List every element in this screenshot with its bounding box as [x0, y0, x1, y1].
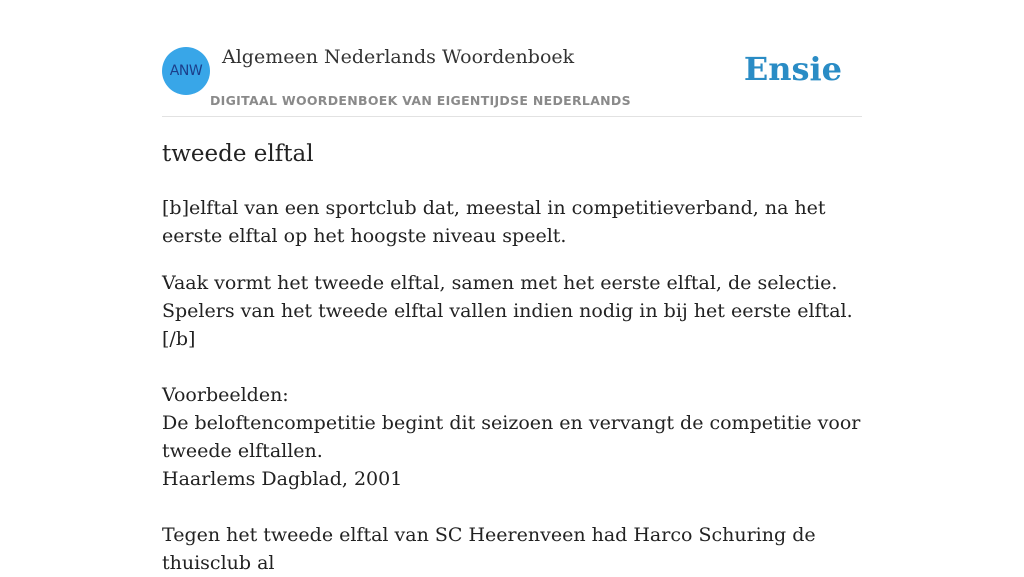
- entry-definition: [b]elftal van een sportclub dat, meestal in competitieverband, na het eerste elftal op het hoogste niveau speelt.: [162, 197, 826, 247]
- ensie-brand-logo[interactable]: Ensie: [743, 50, 842, 88]
- site-subtitle: DIGITAAL WOORDENBOEK VAN EIGENTIJDSE NEDERLANDS: [210, 93, 631, 108]
- example-spacer: [162, 493, 862, 521]
- site-header: [162, 40, 862, 117]
- examples-heading: Voorbeelden:: [162, 384, 289, 406]
- example-text: De beloftencompetitie begint dit seizoen en vervangt de competitie voor tweede elftallen.: [162, 412, 861, 462]
- site-title[interactable]: Algemeen Nederlands Woordenboek: [222, 46, 575, 68]
- example-source: Haarlems Dagblad, 2001: [162, 468, 403, 490]
- examples-section: [162, 381, 862, 577]
- anw-logo[interactable]: [162, 47, 210, 95]
- entry-content: [162, 136, 862, 577]
- entry-term: tweede elftal: [162, 141, 314, 167]
- logo-text: ANW: [169, 63, 203, 79]
- example-text: Tegen het tweede elftal van SC Heerenveen had Harco Schuring de thuisclub al: [162, 524, 816, 574]
- entry-explanation: Vaak vormt het tweede elftal, samen met het eerste elftal, de selectie. Spelers van het tweede elftal vallen indien nodig in bij het eerste elftal.[/b]: [162, 272, 853, 350]
